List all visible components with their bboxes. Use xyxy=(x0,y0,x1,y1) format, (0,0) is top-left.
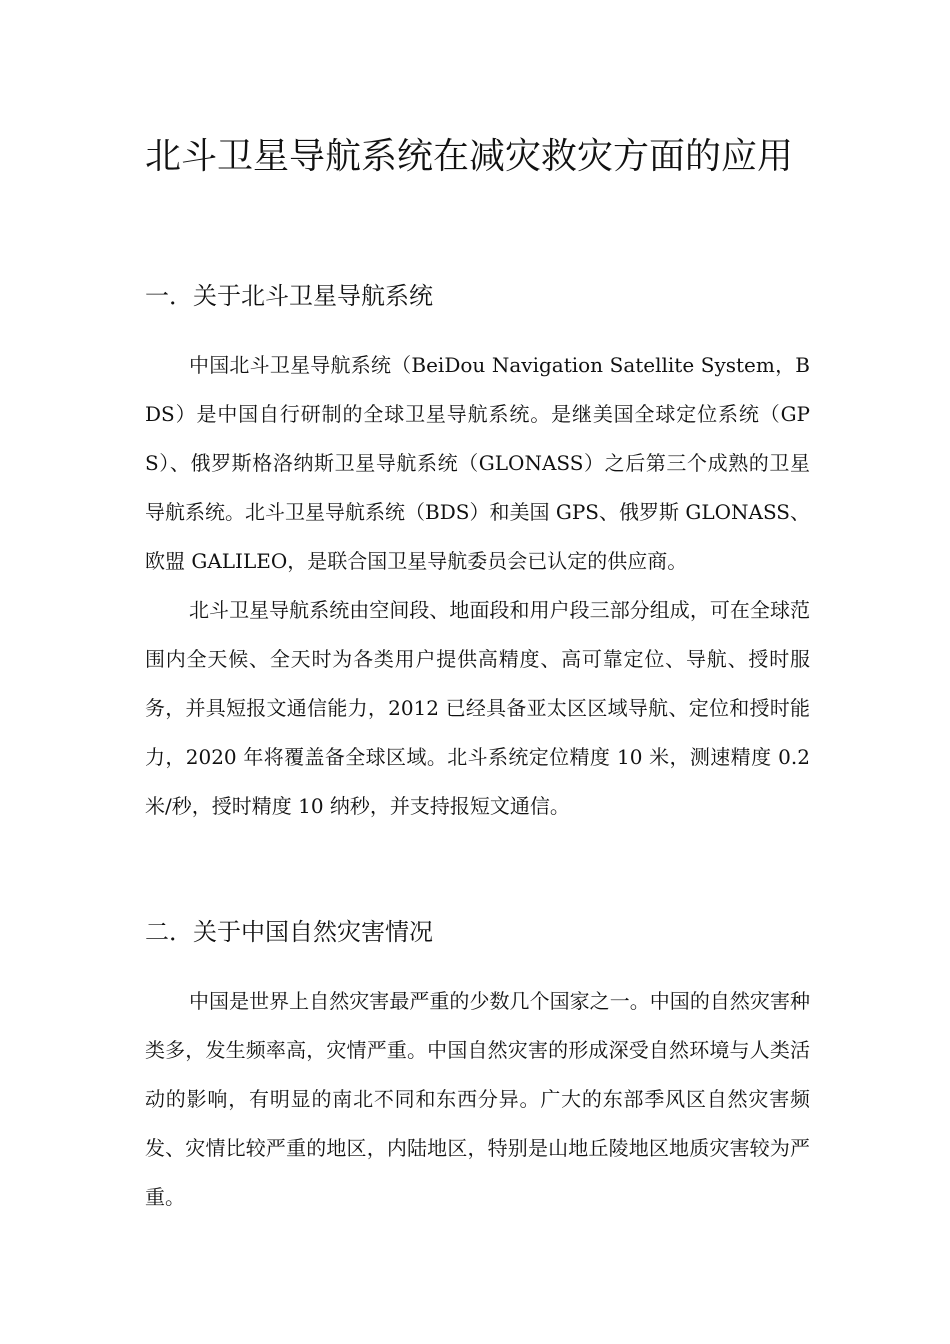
paragraph-beidou-overview: 中国北斗卫星导航系统（BeiDou Navigation Satellite System，BDS）是中国自行研制的全球卫星导航系统。是继美国全球定位系统（GPS）、俄罗斯格洛纳斯卫星导航系统（GLONASS）之后第三个成熟的卫星导航系统。北斗卫星导航系统（BDS）和美国 GPS、俄罗斯 GLONASS、欧盟 GALILEO，是联合国卫星导航委员会已认定的供应商。 xyxy=(145,353,810,573)
paragraph-beidou-composition: 北斗卫星导航系统由空间段、地面段和用户段三部分组成，可在全球范围内全天候、全天时为各类用户提供高精度、高可靠定位、导航、授时服务，并具短报文通信能力，2012 已经具备亚太区区域导航、定位和授时能力，2020 年将覆盖备全球区域。北斗系统定位精度 10 米，测速精度 0.2 米/秒，授时精度 10 纳秒，并支持报短文通信。 xyxy=(145,598,810,818)
document-title: 北斗卫星导航系统在减灾救灾方面的应用 xyxy=(145,136,794,177)
section-heading-disasters: 二．关于中国自然灾害情况 xyxy=(145,918,433,946)
paragraph-disasters-overview: 中国是世界上自然灾害最严重的少数几个国家之一。中国的自然灾害种类多，发生频率高，灾情严重。中国自然灾害的形成深受自然环境与人类活动的影响，有明显的南北不同和东西分异。广大的东部季风区自然灾害频发、灾情比较严重的地区，内陆地区，特别是山地丘陵地区地质灾害较为严重。 xyxy=(145,989,810,1209)
section-heading-beidou: 一．关于北斗卫星导航系统 xyxy=(145,282,433,310)
